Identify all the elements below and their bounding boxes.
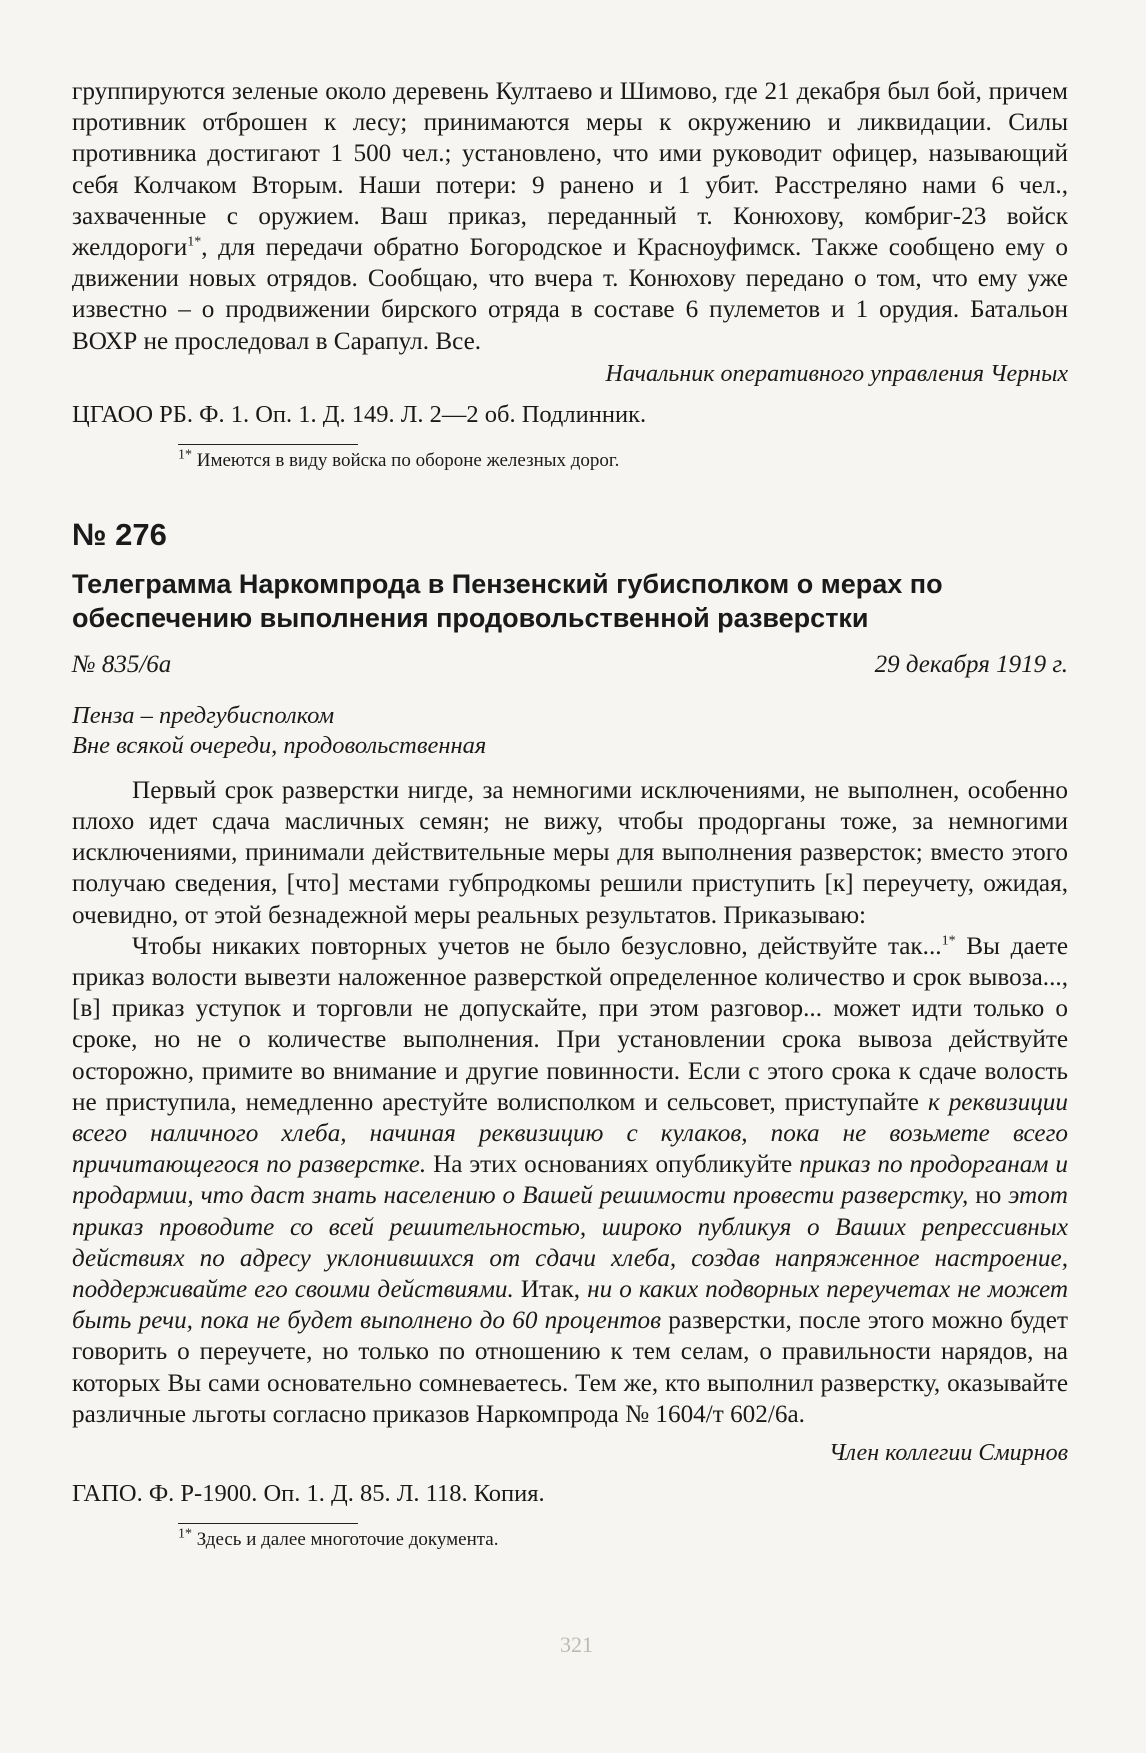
document-number: № 276: [72, 516, 167, 552]
footnote-ref: 1*: [941, 933, 956, 949]
continuation-signature: Начальник оперативного управления Черных: [605, 360, 1068, 387]
continuation-paragraph: группируются зеленые около деревень Култаево и Шимово, где 21 декабря был бой, причем противник отброшен к лесу; принимаются меры к окружению и ликвидации. Силы противника достигают 1 500 чел.; установлено, что ими руководит офицер, называющий себя Колчаком Вторым. Наши потери: 9 ранено и 1 убит. Расстреляно нами 6 чел., захваченные с оружием. Ваш приказ, переданный т. Конюхову, комбриг-23 войск желдороги$^{1*}$, для передачи обратно Богородское и Красноуфимск. Также сообщено ему о движении новых отрядов. Сообщаю, что вчера т. Конюхову передано о том, что ему уже известно – о продвижении бирского отряда в составе 6 пулеметов и 1 орудия. Батальон ВОХР не проследовал в Сарапул. Все.: [72, 78, 1068, 355]
document-meta: [72, 651, 1068, 679]
footnote-ref: 1*: [187, 234, 202, 250]
footnote-divider: [178, 444, 358, 445]
document-date: 29 декабря 1919 г.: [874, 650, 1068, 678]
body-paragraph-1: Первый срок разверстки нигде, за немногими исключениями, не выполнен, особенно плохо идет сдача масличных семян; не вижу, чтобы продорганы тоже, за немногими исключениями, принимали действительные меры для выполнения разверсток; вместо этого получаю сведения, [что] местами губпродкомы решили приступить [к] переучету, ожидая, очевидно, от этой безнадежной меры реальных результатов. Приказываю:: [72, 776, 1068, 929]
addressee: Пенза – предгубисполком Вне всякой очереди, продовольственная: [72, 701, 487, 759]
continuation-footnote: $^{1*}$ Имеются в виду войска по обороне железных дорог.: [178, 447, 620, 471]
registration-number: № 835/6а: [72, 650, 172, 678]
continuation-source: ЦГАОО РБ. Ф. 1. Оп. 1. Д. 149. Л. 2—2 об. Подлинник.: [72, 400, 647, 428]
document-footnote: $^{1*}$ Здесь и далее многоточие документа.: [178, 1526, 499, 1551]
document-title: Телеграмма Наркомпрода в Пензенский губисполком о мерах по обеспечению выполнения продовольственной разверстки: [72, 568, 943, 633]
footnote-divider: [178, 1523, 358, 1524]
document-signature: Член коллегии Смирнов: [828, 1440, 1068, 1467]
document-source: ГАПО. Ф. Р-1900. Оп. 1. Д. 85. Л. 118. Копия.: [72, 1480, 545, 1508]
page-number: 321: [560, 1632, 593, 1657]
body-paragraph-2: Чтобы никаких повторных учетов не было безусловно, действуйте так...$^{1*}$ Вы даете приказ волости вывезти наложенное разверсткой определенное количество и срок вывоза..., [в] приказ уступок и торговли не допускайте, при этом разговор... может идти только о сроке, но не о количестве выполнения. При установлении срока вывоза действуйте осторожно, примите во внимание и другие повинности. Если с этого срока к сдаче волость не приступила, немедленно арестуйте волисполком и сельсовет, приступайте к реквизиции всего наличного хлеба, начиная реквизицию с кулаков, пока не возьмете всего причитающегося по разверстке. На этих основаниях опубликуйте приказ по продорганам и продармии, что даст знать населению о Вашей решимости провести разверстку, но этот приказ проводите со всей решительностью, широко публикуя о Ваших репрессивных действиях по адресу уклонившихся от сдачи хлеба, создав напряженное настроение, поддерживайте его своими действиями. Итак, ни о каких подворных переучетах не может быть речи, пока не будет выполнено до 60 процентов разверстки, после этого можно будет говорить о переучете, но только по отношению к тем селам, о правильности нарядов, на которых Вы сами основательно сомневаетесь. Тем же, кто выполнил разверстку, оказывайте различные льготы согласно приказов Наркомпрода № 1604/т 602/6а.: [72, 932, 1069, 1428]
document-page: [72, 76, 1068, 1552]
